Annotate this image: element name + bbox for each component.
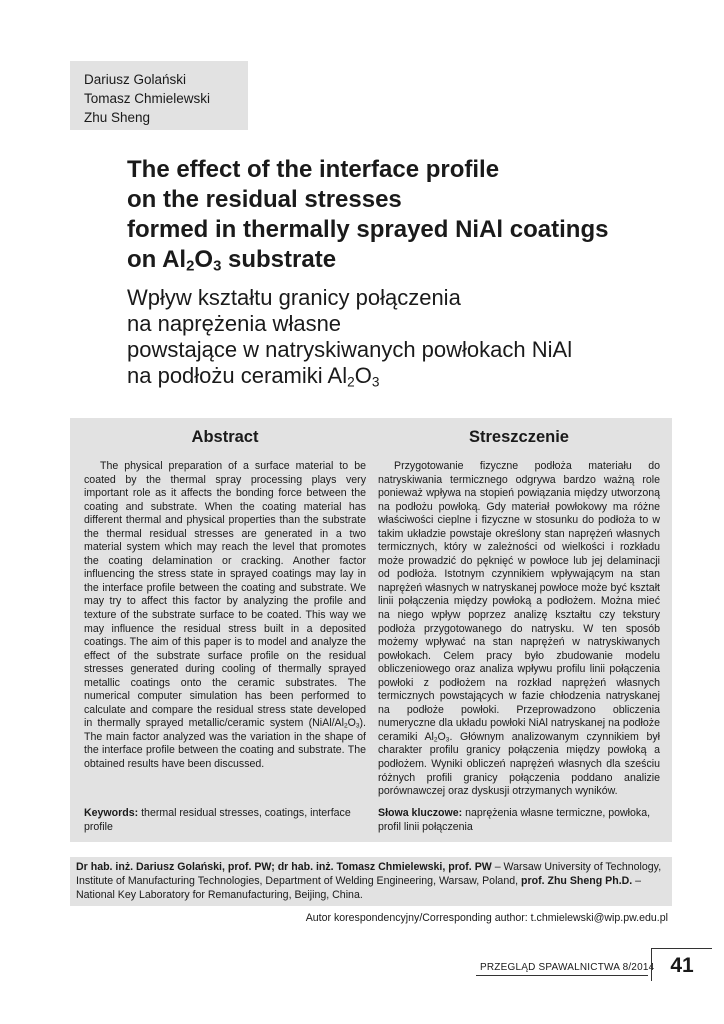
abstract-panel [70,418,672,842]
author-name: Dariusz Golański [84,72,187,87]
authors-box [70,61,248,130]
title-line: on the residual stresses [127,186,402,213]
page-number: 41 [651,948,712,981]
streszczenie-body: Przygotowanie fizyczne podłoża materiału do natryskiwania termicznego odgrywa bardzo ważną role ponieważ wpływa na stopień powiązania między utworzoną na podłożu powłoką. Gdy materiał powłokowy ma różne właściwości cieplne i fizyczne w stosunku do podłoża to w takim układzie powstaje określony stan naprężeń własnych termicznych, który w zależności od wielkości i rozkładu może prowadzić do pęknięć w powłoce lub jej delaminacji od podłoża. Istotnym czynnikiem wpływającym na stan naprężeń własnych w natryskanej powłoce może być kształt linii połączenia między powłoką a podłożem. Można mieć na niego wpływ poprzez analizę kształtu czy tekstury podłoża przygotowanego do natrysku. W ten sposób możemy wpływać na stan naprężeń w natryskiwanych powłokach. Celem pracy było zbudowanie modelu obliczeniowego oraz analiza wpływu profilu linii połączenia powłoki z podłożem na rozkład naprężeń własnych termicznych powstających w fazie chłodzenia natryskanej na podłoże powłoki. Przeprowadzono obliczenia numeryczne dla układu powłoki NiAl natryskanej na podłoże ceramiki $Al_2O_3$. Głównym analizowanym czynnikiem był charakter profilu granicy połączenia między powłoką a podłożem. Wyniki obliczeń naprężeń własnych dla sześciu różnych profili granicy połączenia poddano analizie porównawczej oraz dyskusji otrzymanych wyników. [378,460,660,798]
title-line: on $Al_2O_3$ substrate [127,246,337,275]
title-english [127,155,707,275]
keywords-text: naprężenia własne termiczne, powłoka, profil linii połączenia [378,807,651,833]
keywords-polish [378,807,660,834]
footer-rule [476,975,648,976]
title-line: Wpływ kształtu granicy połączenia [127,285,461,310]
journal-name: PRZEGLĄD SPAWALNICTWA 8/2014 [480,962,655,973]
title-polish [127,285,707,389]
affiliation-box: Dr hab. inż. Dariusz Golański, prof. PW; dr hab. inż. Tomasz Chmielewski, prof. PW – Warsaw University of Technology, Institute of Manufacturing Technologies, Department of Welding Engineering, Warsaw, Poland, prof. Zhu Sheng Ph.D. – National Key Laboratory for Remanufacturing, Beijing, China. [70,857,672,906]
corresponding-author: Autor korespondencyjny/Corresponding author: t.chmielewski@wip.pw.edu.pl [305,912,668,924]
keywords-label: Słowa kluczowe: [378,807,463,819]
keywords-label: Keywords: [84,807,139,819]
keywords-text: thermal residual stresses, coatings, interface profile [84,807,351,833]
keywords [84,807,366,834]
title-line: The effect of the interface profile [127,156,500,183]
title-line: formed in thermally sprayed NiAl coatings [127,216,609,243]
abstract-heading: Abstract [191,428,259,446]
streszczenie-heading: Streszczenie [469,428,569,446]
title-line: powstające w natryskiwanych powłokach NiAl [127,337,573,362]
title-line: na naprężenia własne [127,311,342,336]
author-name: Zhu Sheng [84,110,151,125]
title-line: na podłożu ceramiki $Al_2O_3$ [127,363,380,390]
abstract-body: The physical preparation of a surface material to be coated by the thermal spray processing plays very important role as it affects the bonding force between the coating and substrate. When the coating material has different thermal and physical properties than the substrate the thermal residual stresses are generated in a two material system which may reach the level that promotes the coating delamination or cracking. Another factor influencing the stress state in sprayed coatings may lay in the interface profile between the coating and substrate. We may try to affect this factor by analyzing the profile and texture of the substrate surface to be coated. This way we may influence the residual stress built in a deposited coatings. The aim of this paper is to model and analyze the effect of the substrate surface profile on the residual stresses generated during cooling of thermally sprayed metallic coatings onto the ceramic substrates. The numerical computer simulation has been performed to calculate and compare the residual stress state developed in thermally sprayed metallic/ceramic system $(NiAl/Al_2O_3)$. The main factor analyzed was the variation in the shape of the interface profile between the coating and substrate. The obtained results have been discussed. [84,460,366,771]
author-name: Tomasz Chmielewski [84,91,211,106]
